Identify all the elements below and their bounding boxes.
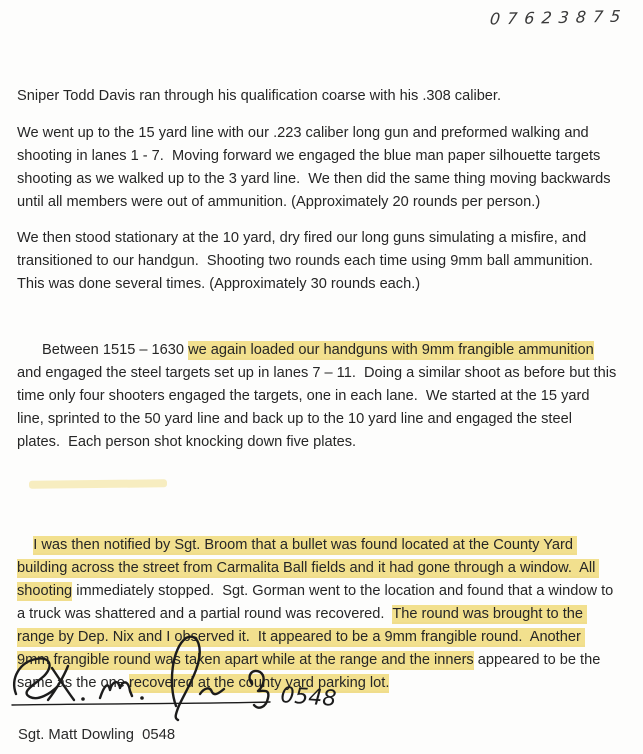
paragraph-dry-fire	[17, 227, 617, 296]
signature-d-loop	[172, 637, 200, 720]
highlighted-text: The round was brought to the range by Dep. Nix and I observed it. It appeared to be a 9mm frangible round. Another 9mm frangible round was taken apart while at the range and the inners	[17, 606, 588, 668]
handwritten-case-number: 07623875	[488, 6, 628, 29]
highlighted-text: I was then notified by Sgt. Broom that a bullet was found located at the County Yard building across the street from Carmalita Ball fields and it had gone through a window. All shooting	[17, 537, 600, 599]
signature-underline	[12, 702, 270, 705]
text-segment: and engaged the steel targets set up in lanes 7 – 11. Doing a similar shoot as before but this time only four shooters engaged the targets, one in each lane. We started at the 15 yard line, sprinted to the 50 yard line and back up to the 10 yard line and engaged the steel plates. Each person shot knocking down five plates.	[17, 342, 621, 450]
signature-block	[8, 632, 408, 724]
highlighted-text: we again loaded our handguns with 9mm frangible ammunition	[188, 342, 594, 358]
text-segment: We went up to the 15 yard line with our .223 caliber long gun and preformed walking and shooting in lanes 1 - 7. Moving forward we engaged the blue man paper silhouette targets shooting as we walked up to the 3 yard line. We then did the same thing moving backwards until all members were out of ammunition. (Approximately 20 rounds per person.)	[17, 125, 615, 210]
paragraph-qualification	[17, 85, 617, 108]
paragraph-long-gun-walk	[17, 122, 617, 214]
signature-badge-number: 0548	[279, 683, 338, 712]
signature-svg	[8, 632, 408, 724]
text-segment: immediately stopped. Sgt. Gorman went to the location and found that a window to a truck was shattered and a partial round was recovered.	[17, 583, 618, 622]
signature-s-stroke	[14, 658, 58, 698]
text-segment: We then stood stationary at the 10 yard, dry fired our long guns simulating a misfire, and transitioned to our handgun. Shooting two rounds each time using 9mm ball ammunition. This was done several times. (Approximately 30 rounds each.)	[17, 230, 601, 292]
signature-cross-stroke-1	[48, 666, 68, 700]
stray-highlight-mark	[29, 479, 167, 488]
text-segment: appeared to be the same as the one	[17, 652, 605, 691]
signature-w-stroke	[200, 688, 224, 694]
highlighted-text: recovered at the county yard parking lot.	[128, 675, 390, 691]
signature-period-dot	[81, 697, 85, 701]
signature-cross-stroke-2	[52, 668, 74, 700]
text-segment: Between 1515 – 1630	[42, 342, 189, 358]
text-segment: Sniper Todd Davis ran through his qualification coarse with his .308 caliber.	[17, 88, 502, 104]
printed-signer-name: Sgt. Matt Dowling 0548	[18, 727, 176, 743]
signature-period-dot-2	[140, 696, 144, 700]
paragraph-frangible-steel	[17, 339, 621, 454]
report-body	[17, 85, 621, 695]
signature-m-stroke	[100, 682, 132, 698]
